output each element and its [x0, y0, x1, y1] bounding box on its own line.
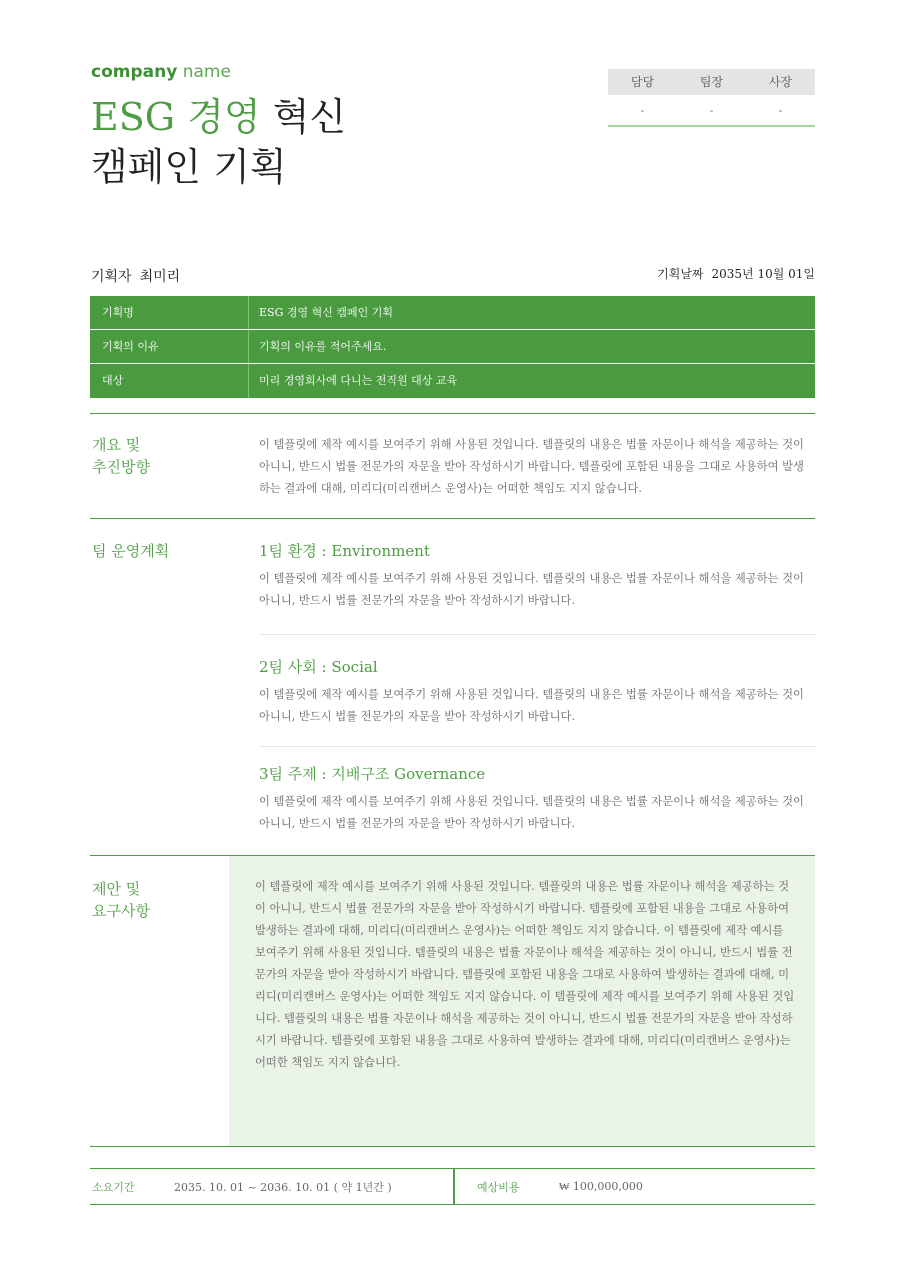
info-row-plan-name: [90, 296, 815, 330]
info-row-target: [90, 364, 815, 398]
plan-date-value: 2035년 10월 01일: [711, 267, 815, 281]
overview-section: [90, 413, 815, 519]
info-key: 기획명: [90, 296, 249, 329]
team-1: [259, 540, 815, 635]
plan-date: [657, 265, 815, 282]
team-1-name: 1팀 환경 : Environment: [259, 542, 430, 560]
team-3: [259, 763, 815, 853]
info-row-reason: [90, 330, 815, 364]
approval-val-team-lead[interactable]: -: [709, 104, 714, 117]
team-2: [259, 656, 815, 747]
info-value: ESG 경영 혁신 캠페인 기획: [259, 306, 393, 319]
approval-val-president[interactable]: -: [778, 104, 783, 117]
info-key: 기획의 이유: [90, 330, 249, 363]
team-plan-section: [90, 519, 815, 856]
team-2-text: 이 템플릿에 제작 예시를 보여주기 위해 사용된 것입니다. 템플릿의 내용은 법률 자문이나 해석을 제공하는 것이 아니니, 반드시 법률 전문가의 자문을 받아 작성하시기 바랍니다.: [259, 688, 804, 723]
team-3-name: 3팀 주제 : 지배구조 Governance: [259, 765, 486, 783]
cost-cell: [455, 1169, 643, 1204]
duration-cell: [90, 1169, 453, 1204]
duration-label: 소요기간: [92, 1180, 135, 1194]
info-value: 미리 경영회사에 다니는 전직원 대상 교육: [259, 374, 458, 387]
team-3-text: 이 템플릿에 제작 예시를 보여주기 위해 사용된 것입니다. 템플릿의 내용은 법률 자문이나 해석을 제공하는 것이 아니니, 반드시 법률 전문가의 자문을 받아 작성하시기 바랍니다.: [259, 795, 804, 830]
approval-val-staff[interactable]: -: [640, 104, 645, 117]
cost-value: ₩ 100,000,000: [559, 1180, 643, 1193]
team-1-text: 이 템플릿에 제작 예시를 보여주기 위해 사용된 것입니다. 템플릿의 내용은 법률 자문이나 해석을 제공하는 것이 아니니, 반드시 법률 전문가의 자문을 받아 작성하시기 바랍니다.: [259, 572, 804, 607]
title-line2: 캠페인 기획: [91, 145, 287, 189]
company-name: company name: [91, 62, 231, 82]
footer-summary: [90, 1168, 815, 1205]
approval-box: [608, 69, 815, 127]
planner-label: 기획자: [91, 269, 132, 285]
approval-col-staff: 담당: [630, 75, 655, 89]
overview-title: 개요 및 추진방향: [92, 436, 150, 476]
proposal-text: 이 템플릿에 제작 예시를 보여주기 위해 사용된 것입니다. 템플릿의 내용은 법률 자문이나 해석을 제공하는 것이 아니니, 반드시 법률 전문가의 자문을 받아 작성하시기 바랍니다. 템플릿에 포함된 내용을 그대로 사용하여 발생하는 결과에 대해, 미리디(미리캔버스 운영사)는 어떠한 책임도 지지 않습니다. 이 템플릿에 제작 예시를 보여주기 위해 사용된 것입니다. 템플릿의 내용은 법률 자문이나 해석을 제공하는 것이 아니니, 반드시 법률 전문가의 자문을 받아 작성하시기 바랍니다. 템플릿에 포함된 내용을 그대로 사용하여 발생하는 결과에 대해, 미리디(미리캔버스 운영사)는 어떠한 책임도 지지 않습니다. 이 템플릿에 제작 예시를 보여주기 위해 사용된 것입니다. 템플릿의 내용은 법률 자문이나 해석을 제공하는 것이 아니니, 반드시 법률 전문가의 자문을 받아 작성하시기 바랍니다. 템플릿에 포함된 내용을 그대로 사용하여 발생하는 결과에 대해, 미리디(미리캔버스 운영사)는 어떠한 책임도 지지 않습니다.: [255, 880, 795, 1069]
duration-value: 2035. 10. 01 ~ 2036. 10. 01 ( 약 1년간 ): [174, 1180, 392, 1194]
proposal-title: 제안 및 요구사항: [92, 880, 150, 920]
overview-text: 이 템플릿에 제작 예시를 보여주기 위해 사용된 것입니다. 템플릿의 내용은 법률 자문이나 해석을 제공하는 것이 아니니, 반드시 법률 전문가의 자문을 받아 작성하시기 바랍니다. 템플릿에 포함된 내용을 그대로 사용하여 발생하는 결과에 대해, 미리디(미리캔버스 운영사)는 어떠한 책임도 지지 않습니다.: [259, 438, 804, 495]
cost-label: 예상비용: [477, 1180, 520, 1194]
planner: [91, 266, 180, 286]
document-title: [91, 92, 346, 192]
team-2-name: 2팀 사회 : Social: [259, 658, 378, 676]
plan-date-label: 기획날짜: [657, 267, 704, 281]
approval-col-team-lead: 팀장: [699, 75, 724, 89]
team-plan-title: 팀 운영계획: [92, 542, 170, 560]
info-table: [90, 296, 815, 398]
planner-name: 최미리: [139, 269, 181, 285]
proposal-section: [90, 855, 815, 1147]
approval-col-president: 사장: [768, 75, 793, 89]
title-rest: 혁신: [260, 95, 347, 139]
title-accent: ESG 경영: [91, 95, 261, 139]
info-key: 대상: [90, 364, 249, 398]
info-value: 기획의 이유를 적어주세요.: [259, 340, 387, 353]
